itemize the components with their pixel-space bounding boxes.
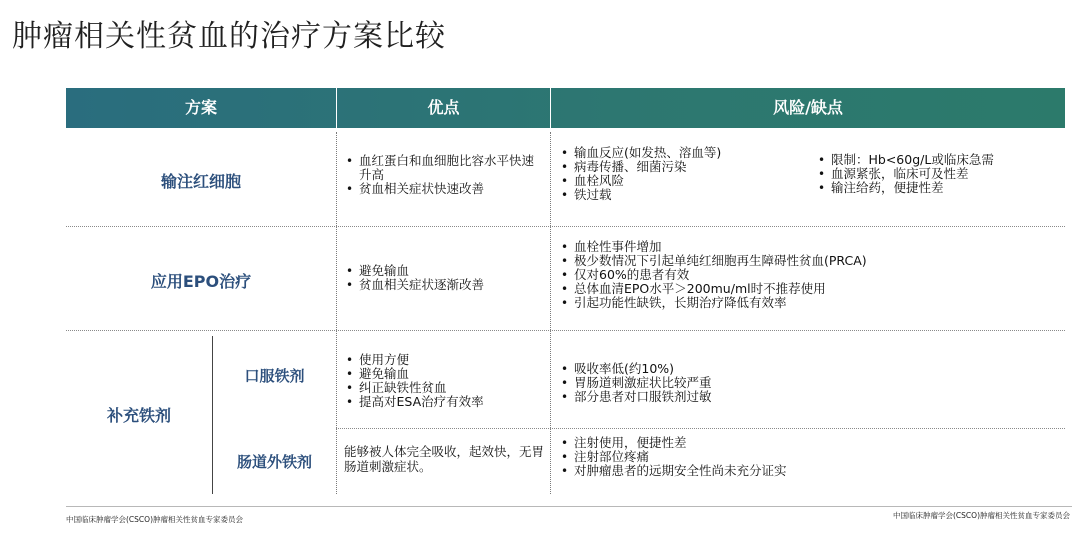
list-item: • 输注给药，便捷性差 [818,181,1063,195]
list-item: • 吸收率低(约10%) [561,362,1061,376]
table-row-rbc [66,132,1065,226]
row-label-iron: 补充铁剂 [106,406,171,425]
sublabel-iv-iron: 肠道外铁剂 [236,453,312,471]
list-item: • 输血反应(如发热、溶血等) [561,146,811,160]
list-item: • 避免输血 [346,264,546,278]
list-item: • 部分患者对口服铁剂过敏 [561,390,1061,404]
iv-iron-pros-text: 能够被人体完全吸收，起效快，无胃肠道刺激症状。 [344,444,545,474]
list-item: • 血栓风险 [561,174,811,188]
list-item: • 注射使用，便捷性差 [561,436,1061,450]
list-item: • 血红蛋白和血细胞比容水平快速升高 [346,154,546,182]
footer-divider [66,506,1072,507]
epo-cons-list [561,240,1061,310]
header-cons: 风险/缺点 [773,98,843,117]
sublabel-oral-iron: 口服铁剂 [244,367,305,385]
list-item: • 血栓性事件增加 [561,240,1061,254]
list-item: • 仅对60%的患者有效 [561,268,1061,282]
iv-iron-cons-list [561,436,1061,478]
list-item: • 铁过载 [561,188,811,202]
table-row-epo [66,227,1065,330]
list-item: • 病毒传播、细菌污染 [561,160,811,174]
row-label-rbc: 输注红细胞 [160,172,241,191]
list-item: • 注射部位疼痛 [561,450,1061,464]
list-item: • 血源紧张，临床可及性差 [818,167,1063,181]
list-item: • 限制：Hb<60g/L或临床急需 [818,153,1063,167]
list-item: • 使用方便 [346,353,546,367]
list-item: • 胃肠道刺激症状比较严重 [561,376,1061,390]
header-pros: 优点 [427,98,460,117]
oral-iron-cons-list [561,362,1061,404]
row-label-epo: 应用EPO治疗 [150,272,252,291]
epo-pros-list [346,264,546,292]
header-scheme: 方案 [184,98,217,117]
rbc-pros-list [346,154,546,196]
list-item: • 避免输血 [346,367,546,381]
page-title: 肿瘤相关性贫血的治疗方案比较 [12,19,446,54]
comparison-table [66,88,1065,494]
list-item: • 极少数情况下引起单纯红细胞再生障碍性贫血(PRCA) [561,254,1061,268]
rbc-cons-list-left [561,146,811,202]
table-row-iron [66,331,1065,494]
list-item: • 对肿瘤患者的远期安全性尚未充分证实 [561,464,1061,478]
footer-left: 中国临床肿瘤学会(CSCO)肿瘤相关性贫血专家委员会 [66,515,243,524]
list-item: • 引起功能性缺铁，长期治疗降低有效率 [561,296,1061,310]
list-item: • 贫血相关症状逐渐改善 [346,278,546,292]
table-header [66,88,1065,128]
oral-iron-pros-list [346,353,546,409]
list-item: • 提高对ESA治疗有效率 [346,395,546,409]
list-item: • 贫血相关症状快速改善 [346,182,546,196]
rbc-cons-list-right [818,153,1063,195]
list-item: • 纠正缺铁性贫血 [346,381,546,395]
list-item: • 总体血清EPO水平＞200mu/ml时不推荐使用 [561,282,1061,296]
footer-right: 中国临床肿瘤学会(CSCO)肿瘤相关性贫血专家委员会 [893,511,1070,520]
